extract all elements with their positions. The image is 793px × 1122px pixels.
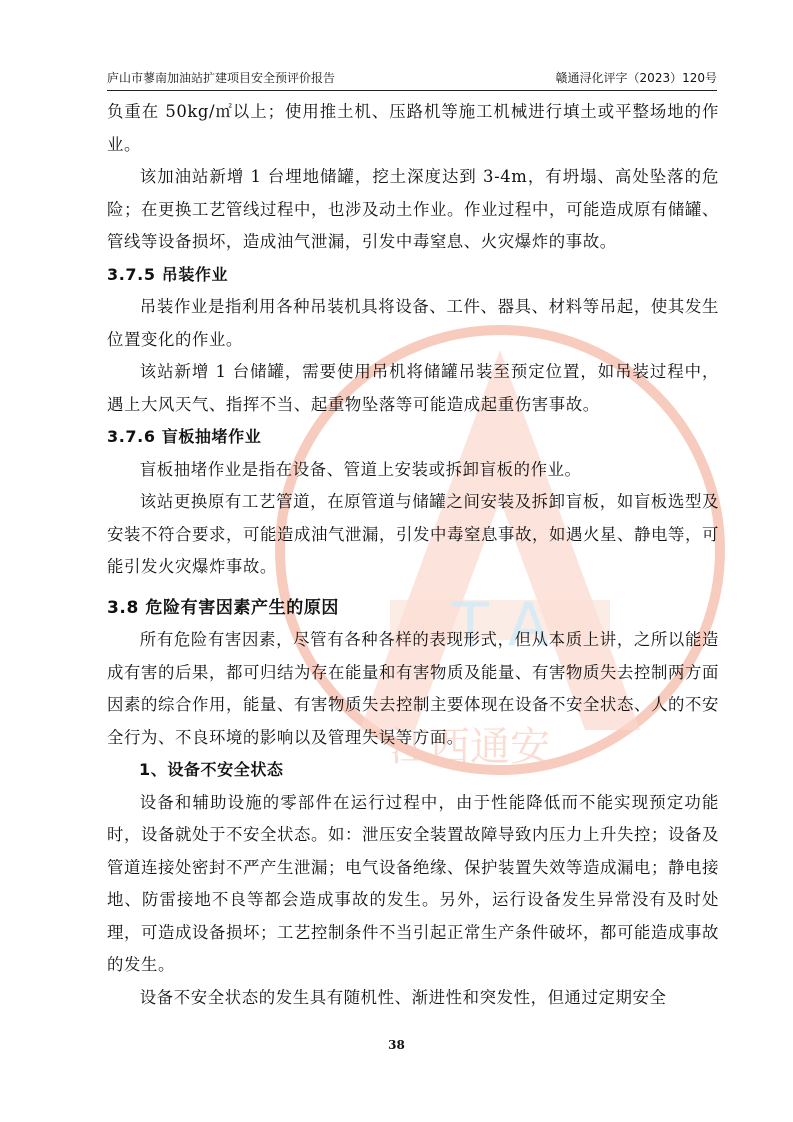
section-heading-3-7-6: 3.7.6 盲板抽堵作业	[107, 427, 262, 446]
paragraph: 该站新增 1 台储罐，需要使用吊机将储罐吊装至预定位置，如吊装过程中，遇上大风天气、指挥不当、起重物坠落等可能造成起重伤害事故。	[107, 362, 719, 414]
page-header	[107, 66, 717, 91]
paragraph: 设备不安全状态的发生具有随机性、渐进性和突发性，但通过定期安全	[139, 987, 667, 1007]
paragraph: 负重在 50kg/㎡以上；使用推土机、压路机等施工机械进行填土或平整场地的作业。	[107, 102, 719, 154]
svg-text:T A: T A	[452, 590, 549, 660]
report-number: 赣通浔化评字（2023）120号	[555, 71, 717, 85]
paragraph: 所有危险有害因素，尽管有各种各样的表现形式，但从本质上讲，之所以能造成有害的后果，都可归结为存在能量和有害物质及能量、有害物质失去控制两方面因素的综合作用，能量、有害物质失去控制主要体现在设备不安全状态、人的不安全行为、不良环境的影响以及管理失误等方面。	[107, 630, 719, 747]
page-number: 38	[388, 1038, 405, 1052]
report-title: 庐山市蓼南加油站扩建项目安全预评价报告	[107, 71, 336, 85]
section-heading-3-8: 3.8 危险有害因素产生的原因	[107, 597, 340, 618]
paragraph: 该加油站新增 1 台埋地储罐，挖土深度达到 3-4m，有坍塌、高处坠落的危险；在更换工艺管线过程中，也涉及动土作业。作业过程中，可能造成原有储罐、管线等设备损坏，造成油气泄漏，引发中毒窒息、火灾爆炸的事故。	[107, 167, 719, 251]
paragraph: 设备和辅助设施的零部件在运行过程中，由于性能降低而不能实现预定功能时，设备就处于不安全状态。如：泄压安全装置故障导致内压力上升失控；设备及管道连接处密封不严产生泄漏；电气设备绝缘、保护装置失效等造成漏电；静电接地、防雷接地不良等都会造成事故的发生。另外，运行设备发生异常没有及时处理，可造成设备损坏；工艺控制条件不当引起正常生产条件破坏，都可能造成事故的发生。	[107, 792, 719, 974]
paragraph: 盲板抽堵作业是指在设备、管道上安装或拆卸盲板的作业。	[139, 459, 582, 479]
page-content	[107, 96, 719, 1014]
paragraph: 吊装作业是指利用各种吊装机具将设备、工件、器具、材料等吊起，使其发生位置变化的作业。	[107, 297, 719, 349]
svg-text:江西通安: 江西通安	[390, 724, 550, 770]
section-heading-3-7-5: 3.7.5 吊装作业	[107, 264, 229, 284]
subsection-heading: 1、设备不安全状态	[139, 760, 284, 779]
paragraph: 该站更换原有工艺管道，在原管道与储罐之间安装及拆卸盲板，如盲板选型及安装不符合要求，可能造成油气泄漏，引发中毒窒息事故，如遇火星、静电等，可能引发火灾爆炸事故。	[107, 492, 719, 576]
